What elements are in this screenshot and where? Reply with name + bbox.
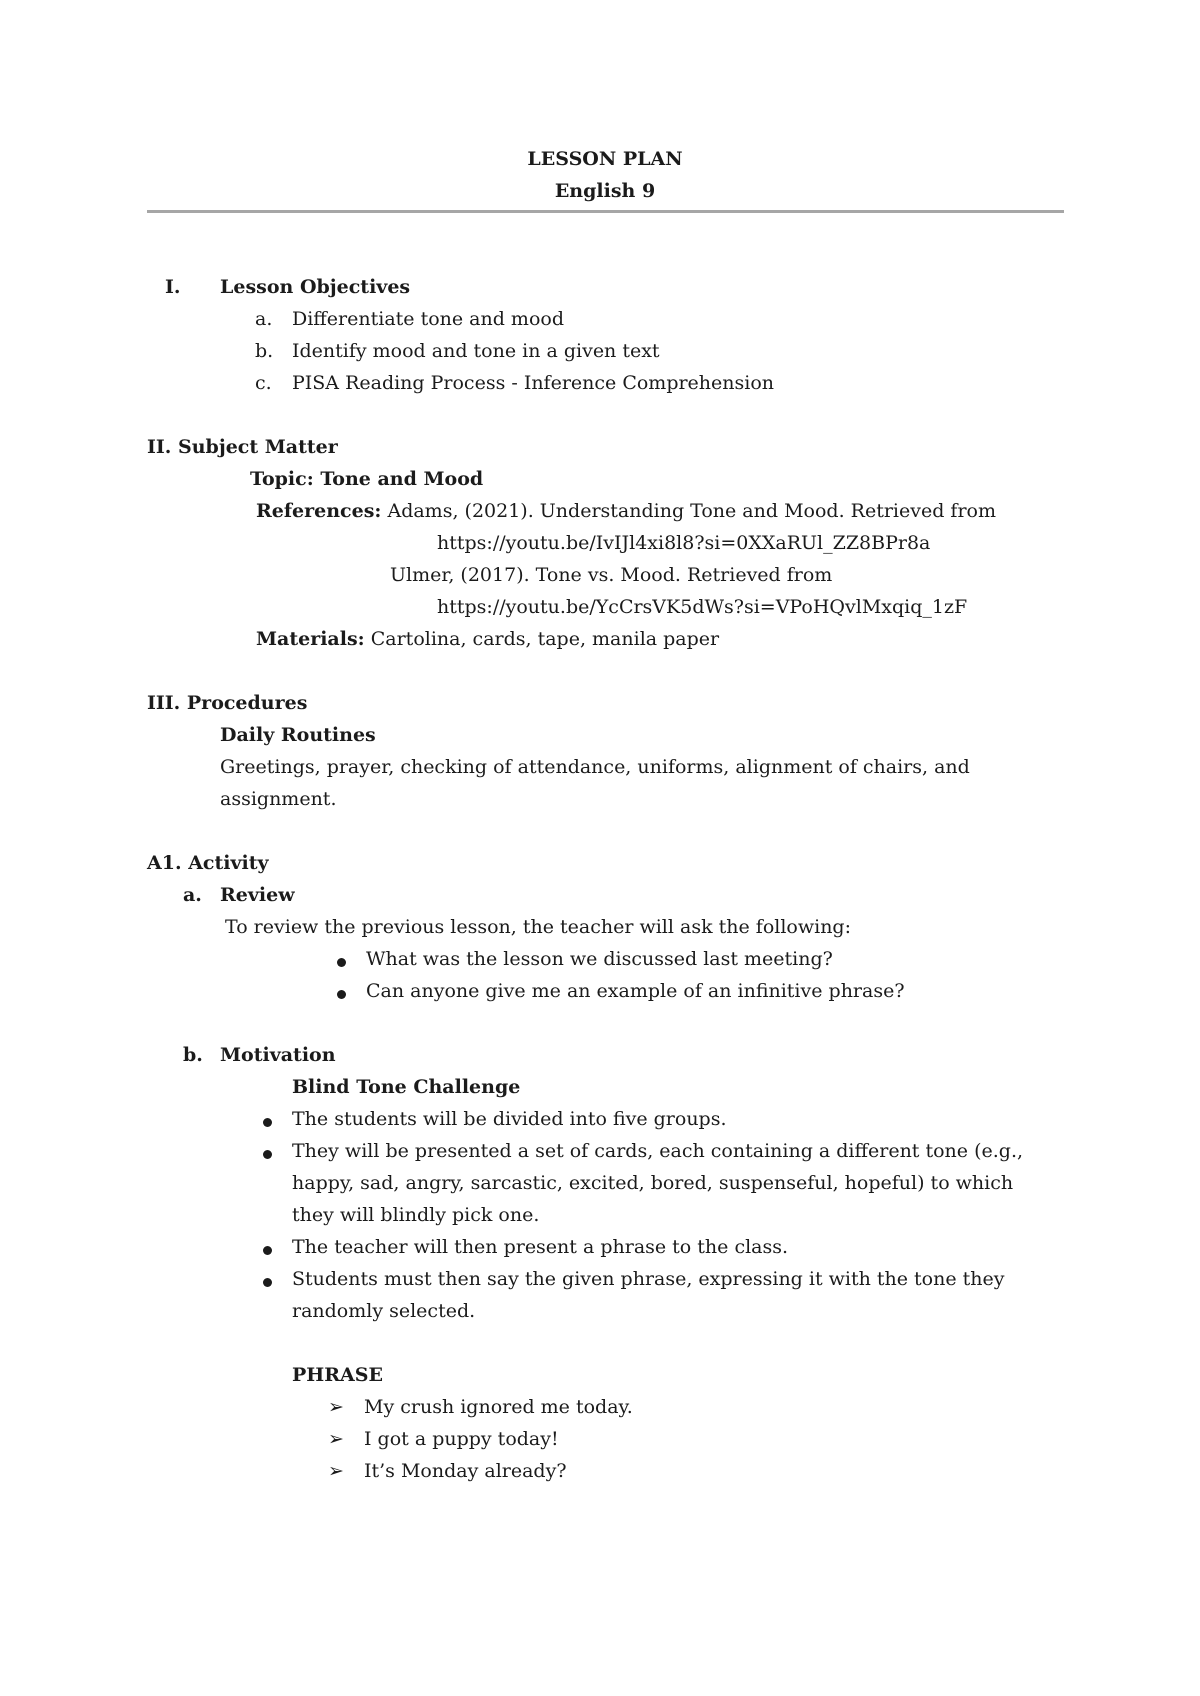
phrase-item: My crush ignored me today.	[364, 1396, 633, 1418]
bullet-icon	[263, 1246, 272, 1255]
phrase-item: I got a puppy today!	[364, 1428, 559, 1450]
materials-line	[256, 628, 719, 650]
topic-line: Topic: Tone and Mood	[250, 468, 484, 490]
objective-letter: a.	[255, 308, 273, 330]
bullet-icon	[263, 1278, 272, 1287]
page-title: LESSON PLAN	[527, 148, 683, 170]
reference-1: Adams, (2021). Understanding Tone and Mood. Retrieved from	[387, 500, 996, 522]
challenge-step: Students must then say the given phrase, expressing it with the tone they	[292, 1268, 1005, 1290]
review-intro: To review the previous lesson, the teacher will ask the following:	[225, 916, 851, 938]
materials-text: Cartolina, cards, tape, manila paper	[370, 628, 720, 650]
bullet-icon	[263, 1118, 272, 1127]
review-question: Can anyone give me an example of an infinitive phrase?	[366, 980, 905, 1002]
phrase-heading: PHRASE	[292, 1364, 383, 1386]
routines-text: assignment.	[220, 788, 337, 810]
references-line	[256, 500, 996, 522]
challenge-step-continued: randomly selected.	[292, 1300, 476, 1322]
activity-heading: A1. Activity	[147, 852, 269, 874]
header-divider	[147, 210, 1064, 213]
review-letter: a.	[183, 884, 202, 906]
challenge-step-continued: happy, sad, angry, sarcastic, excited, bored, suspenseful, hopeful) to which	[292, 1172, 1014, 1194]
challenge-step: They will be presented a set of cards, each containing a different tone (e.g.,	[292, 1140, 1024, 1162]
bullet-icon	[337, 990, 346, 999]
daily-routines-heading: Daily Routines	[220, 724, 376, 746]
challenge-step-continued: they will blindly pick one.	[292, 1204, 540, 1226]
reference-2: Ulmer, (2017). Tone vs. Mood. Retrieved from	[390, 564, 833, 586]
objective-text: Differentiate tone and mood	[292, 308, 564, 330]
challenge-step: The students will be divided into five groups.	[292, 1108, 727, 1130]
arrow-bullet-icon: ➢	[328, 1396, 344, 1418]
objective-text: Identify mood and tone in a given text	[292, 340, 660, 362]
subject-matter-heading: II. Subject Matter	[147, 436, 338, 458]
reference-1-url: https://youtu.be/IvIJl4xi8l8?si=0XXaRUl_ZZ8BPr8a	[437, 532, 931, 554]
challenge-step: The teacher will then present a phrase to the class.	[292, 1236, 789, 1258]
page-subtitle: English 9	[554, 180, 656, 202]
objectives-numeral: I.	[165, 276, 181, 298]
motivation-heading: Motivation	[220, 1044, 336, 1066]
bullet-icon	[337, 958, 346, 967]
objective-letter: c.	[255, 372, 272, 394]
objective-letter: b.	[255, 340, 274, 362]
materials-label: Materials:	[256, 628, 365, 650]
references-label: References:	[256, 500, 382, 522]
phrase-item: It’s Monday already?	[364, 1460, 567, 1482]
arrow-bullet-icon: ➢	[328, 1428, 344, 1450]
routines-text: Greetings, prayer, checking of attendance, uniforms, alignment of chairs, and	[220, 756, 970, 778]
motivation-letter: b.	[183, 1044, 203, 1066]
bullet-icon	[263, 1150, 272, 1159]
review-question: What was the lesson we discussed last meeting?	[366, 948, 833, 970]
objective-text: PISA Reading Process - Inference Comprehension	[292, 372, 775, 394]
procedures-heading: III. Procedures	[147, 692, 308, 714]
reference-2-url: https://youtu.be/YcCrsVK5dWs?si=VPoHQvlMxqiq_1zF	[437, 596, 968, 618]
challenge-title: Blind Tone Challenge	[292, 1076, 521, 1098]
objectives-heading: Lesson Objectives	[220, 276, 411, 298]
arrow-bullet-icon: ➢	[328, 1460, 344, 1482]
review-heading: Review	[220, 884, 295, 906]
